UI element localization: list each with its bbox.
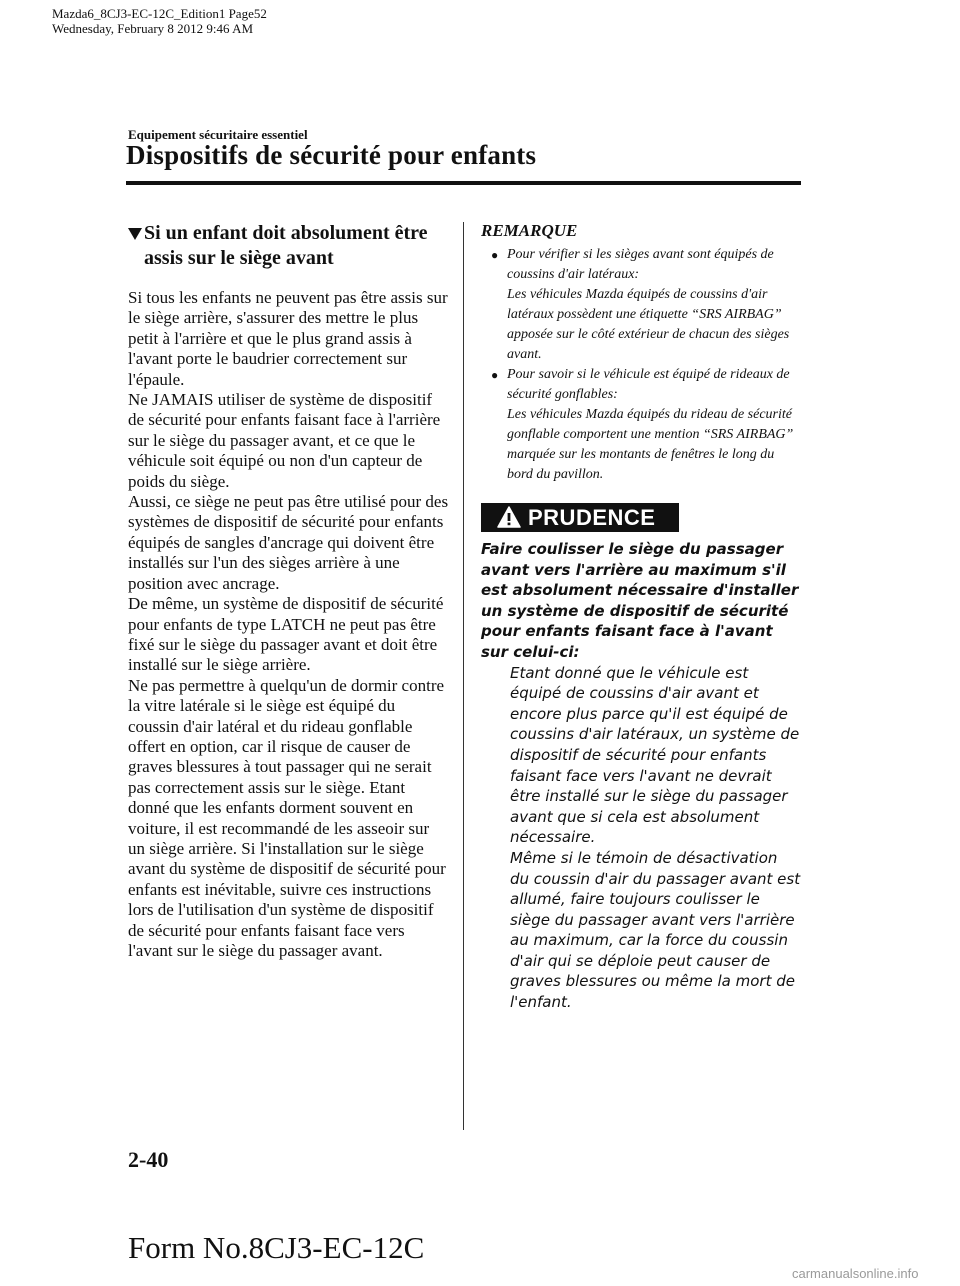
remarque-title: REMARQUE [481, 221, 578, 240]
caution-block [481, 539, 801, 1013]
note-detail: Les véhicules Mazda équipés de coussins d'air latéraux possèdent une étiquette “SRS AIRBAG” apposée sur le côté extérieur de chacun des sièges avant. [507, 287, 790, 362]
page-title: Dispositifs de sécurité pour enfants [126, 140, 537, 170]
caution-body [481, 663, 801, 1013]
bullet-icon: ● [491, 248, 499, 262]
subheading-text: Si un enfant doit absolument être assis sur le siège avant [144, 222, 428, 269]
body-paragraphs [128, 288, 450, 961]
left-column [128, 221, 450, 961]
paragraph: Si tous les enfants ne peuvent pas être assis sur le siège arrière, s'assurer des mettre le plus petit à l'arrière et que le plus grand assis à l'avant porte le baudrier correctement sur l'épaule. [128, 288, 448, 389]
paragraph: Aussi, ce siège ne peut pas être utilisé pour des systèmes de dispositif de sécurité pour enfants équipés de sangles d'ancrage qui doivent être installés sur l'un des sièges arrière à une position avec ancrage. [128, 492, 449, 593]
caution-paragraph: Même si le témoin de désactivation du coussin d'air du passager avant est allumé, faire toujours coulisser le siège du passager avant vers l'arrière au maximum, car la force du coussin d'air qui se déploie peut causer de graves blessures ou même la mort de l'enfant. [510, 848, 801, 1012]
page-number: 2-40 [128, 1147, 169, 1172]
note-lead: Pour savoir si le véhicule est équipé de rideaux de sécurité gonflables: [507, 367, 790, 402]
bullet-icon: ● [491, 368, 499, 382]
caution-lead: Faire coulisser le siège du passager avant vers l'arrière au maximum s'il est absolument nécessaire d'installer un système de dispositif de sécurité pour enfants faisant face à l'avant sur celui-ci: [481, 540, 799, 661]
column-divider [463, 222, 464, 1130]
warning-exclamation-icon [497, 506, 521, 528]
form-number: Form No.8CJ3-EC-12C [128, 1230, 425, 1265]
print-info [52, 6, 267, 36]
down-triangle-icon [128, 228, 142, 240]
watermark: carmanualsonline.info [792, 1266, 919, 1281]
paragraph: Ne JAMAIS utiliser de système de dispositif de sécurité pour enfants faisant face à l'arrière sur le siège du passager avant, et ce que le véhicule soit équipé ou non d'un capteur de poids du siège. [128, 390, 441, 491]
note-detail: Les véhicules Mazda équipés du rideau de sécurité gonflable comportent une mention “SRS AIRBAG” marquée sur les montants de fenêtres le long du bord du pavillon. [507, 407, 794, 482]
caution-paragraph: Etant donné que le véhicule est équipé de coussins d'air avant et encore plus parce qu'il est équipé de coussins d'air latéraux, un système de dispositif de sécurité pour enfants faisant face vers l'avant ne devrait être installé sur le siège du passager avant que si cela est absolument nécessaire. [510, 663, 800, 847]
subheading [128, 221, 450, 271]
print-info-line-2: Wednesday, February 8 2012 9:46 AM [52, 21, 254, 36]
note-lead: Pour vérifier si les sièges avant sont équipés de coussins d'air latéraux: [507, 247, 774, 282]
right-column [481, 221, 803, 485]
list-item [481, 365, 803, 485]
title-rule [126, 181, 801, 185]
section-label: Equipement sécuritaire essentiel [128, 127, 308, 142]
paragraph: Ne pas permettre à quelqu'un de dormir contre la vitre latérale si le siège est équipé du coussin d'air latéral et du rideau gonflable offert en option, car il risque de causer de graves blessures à tout passager qui ne serait pas correctement assis sur le siège. Etant donné que les enfants dorment souvent en voiture, il est recommandé de les asseoir sur un siège arrière. Si l'installation sur le siège avant du système de dispositif de sécurité pour enfants est inévitable, suivre ces instructions lors de l'utilisation d'un système de dispositif de sécurité pour enfants faisant face vers l'avant sur le siège du passager avant. [128, 675, 446, 960]
paragraph: De même, un système de dispositif de sécurité pour enfants de type LATCH ne peut pas être fixé sur le siège du passager avant et doit être installé sur le siège arrière. [128, 594, 444, 675]
remarque-list [481, 245, 803, 485]
prudence-badge [481, 503, 679, 532]
print-info-line-1: Mazda6_8CJ3-EC-12C_Edition1 Page52 [52, 6, 267, 21]
prudence-label: PRUDENCE [528, 505, 656, 530]
list-item [481, 245, 803, 365]
